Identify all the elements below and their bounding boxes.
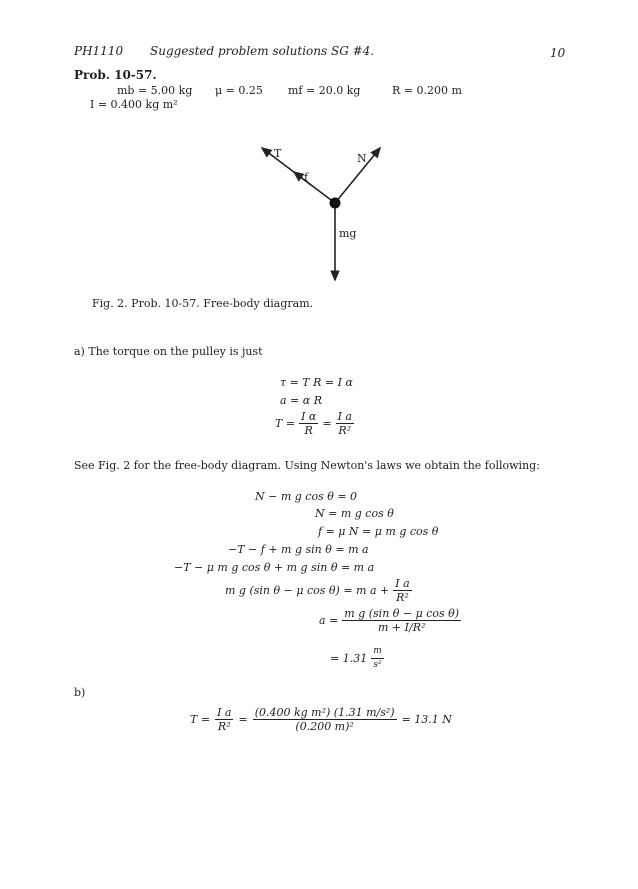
page-number: 10: [550, 46, 566, 60]
tension-result-equation: T = $\frac{\text{I a}}{\text{R²}}$ = $\frac{\text{(0.400 kg m²) (1.31 m/s²)}}{\text{(0.200 m)²}}$ = 13.1 N: [190, 706, 452, 733]
course-code: PH1110: [74, 44, 124, 58]
see-figure-text: See Fig. 2 for the free-body diagram. Using Newton's laws we obtain the following:: [74, 459, 540, 472]
given-mf: mf = 20.0 kg: [288, 84, 361, 97]
newton-eq-1: N − m g cos θ = 0: [255, 490, 358, 503]
accel-result: = 1.31 $\frac{m}{\text{s²}}$: [330, 646, 382, 670]
header-title: Suggested problem solutions SG #4.: [150, 44, 375, 58]
free-body-diagram: [250, 140, 400, 285]
label-mg: mg: [339, 227, 357, 240]
part-a-intro: [74, 345, 263, 358]
problem-label: Prob. 10-57.: [74, 68, 157, 82]
label-T: T: [274, 147, 282, 160]
newton-eq-7: a = $\frac{\text{m g (sin θ − μ cos θ)}}{\text{m + I/R²}}$: [319, 607, 460, 634]
given-mb: mb = 5.00 kg: [117, 84, 193, 97]
given-I: I = 0.400 kg m²: [90, 98, 178, 111]
newton-eq-2: N = m g cos θ: [315, 507, 394, 520]
newton-eq-6: m g (sin θ − μ cos θ) = m a + $\frac{\text{I a}}{\text{R²}}$: [225, 577, 410, 604]
given-mu: μ = 0.25: [215, 84, 263, 97]
figure-caption: Fig. 2. Prob. 10-57. Free-body diagram.: [92, 297, 314, 310]
accel-relation: a = α R: [280, 394, 322, 407]
newton-eq-3: f = μ N = μ m g cos θ: [318, 525, 439, 538]
body-point: [330, 198, 341, 209]
tension-equation: T = $\frac{\text{I α}}{R}$ = $\frac{\text{I a}}{\text{R²}}$: [275, 410, 352, 437]
part-b-label: b): [74, 686, 86, 699]
torque-equation: τ = T R = I α: [280, 376, 353, 389]
given-R: R = 0.200 m: [392, 84, 462, 97]
part-a-label: a): [74, 345, 85, 358]
label-f: f: [304, 171, 309, 184]
newton-eq-4: −T − f + m g sin θ = m a: [228, 543, 369, 556]
label-N: N: [357, 152, 367, 165]
newton-eq-5: −T − μ m g cos θ + m g sin θ = m a: [174, 561, 375, 574]
tension-result-value: = 13.1 N: [401, 713, 452, 726]
friction-arrow: [294, 172, 311, 185]
part-a-intro-text: The torque on the pulley is just: [88, 345, 263, 358]
